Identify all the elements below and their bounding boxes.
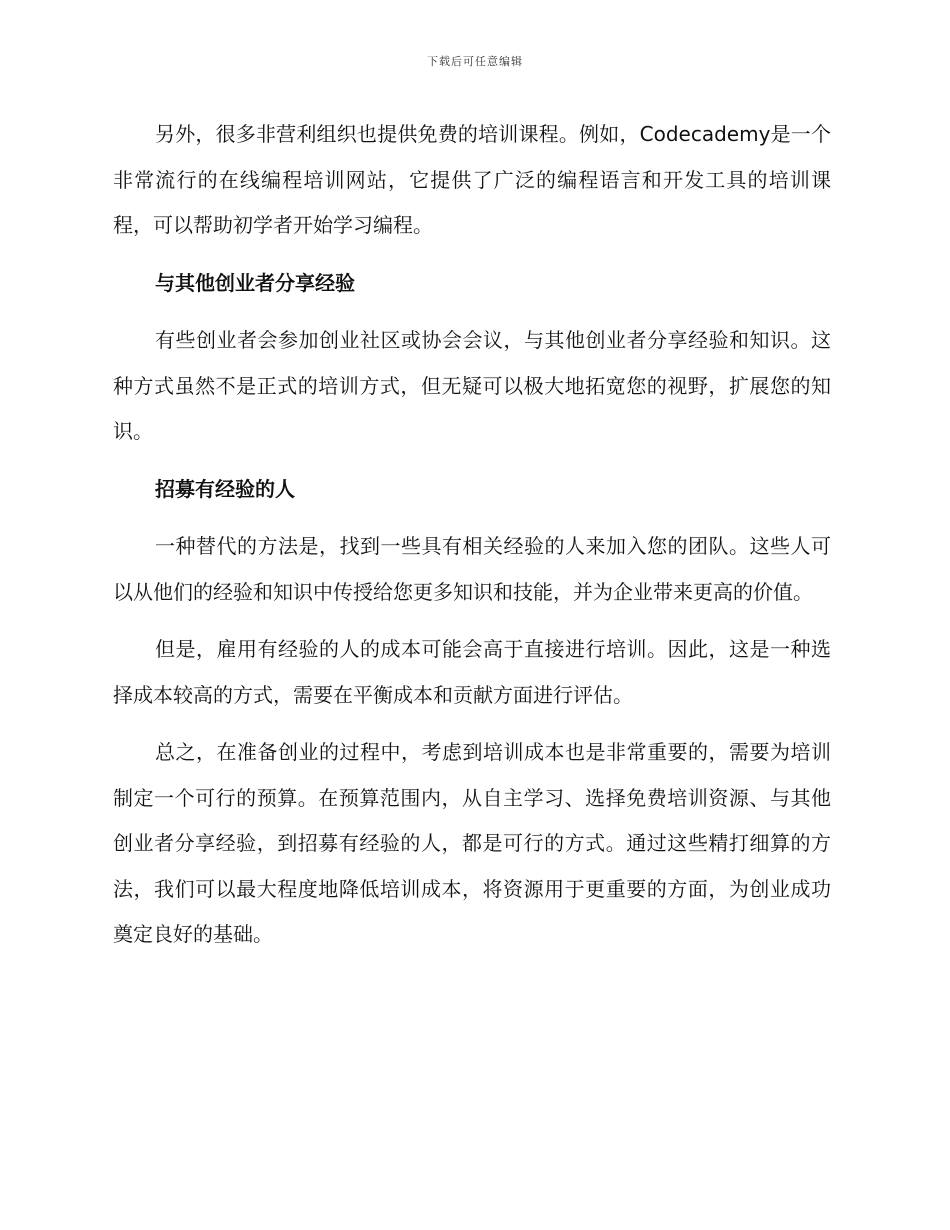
section-heading-share-experience: 与其他创业者分享经验 [155, 270, 355, 295]
paragraph-free-courses: 另外，很多非营利组织也提供免费的培训课程。例如，Codecademy是一个非常流行的在线编程培训网站，它提供了广泛的编程语言和开发工具的培训课程，可以帮助初学者开始学习编程。 [113, 122, 831, 237]
paragraph-recruit-cost: 但是，雇用有经验的人的成本可能会高于直接进行培训。因此，这是一种选择成本较高的方式，需要在平衡成本和贡献方面进行评估。 [113, 637, 831, 707]
paragraph-conclusion: 总之，在准备创业的过程中，考虑到培训成本也是非常重要的，需要为培训制定一个可行的预算。在预算范围内，从自主学习、选择免费培训资源、与其他创业者分享经验，到招募有经验的人，都是可行的方式。通过这些精打细算的方法，我们可以最大程度地降低培训成本，将资源用于更重要的方面，为创业成功奠定良好的基础。 [113, 740, 831, 946]
section-heading-recruit: 招募有经验的人 [155, 476, 295, 501]
document-body [113, 112, 831, 958]
paragraph-share-experience: 有些创业者会参加创业社区或协会会议，与其他创业者分享经验和知识。这种方式虽然不是正式的培训方式，但无疑可以极大地拓宽您的视野，扩展您的知识。 [113, 328, 831, 443]
header-note: 下载后可任意编辑 [427, 55, 523, 68]
paragraph-recruit: 一种替代的方法是，找到一些具有相关经验的人来加入您的团队。这些人可以从他们的经验和知识中传授给您更多知识和技能，并为企业带来更高的价值。 [113, 534, 831, 604]
